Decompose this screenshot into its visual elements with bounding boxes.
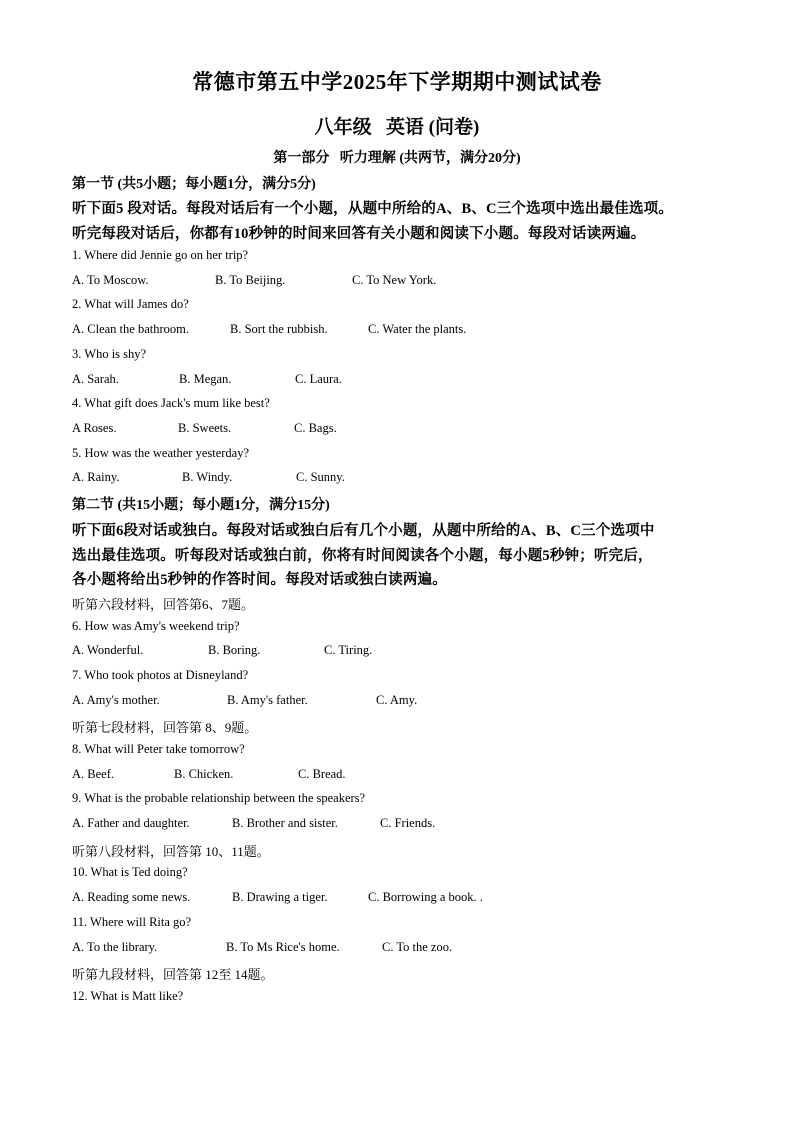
material-7-note: 听第七段材料，回答第 8、9题。 <box>72 720 258 735</box>
material-8-note: 听第八段材料，回答第 10、11题。 <box>72 844 270 859</box>
material-6-note: 听第六段材料，回答第6、7题。 <box>72 597 255 612</box>
option-c: C. Friends. <box>380 816 436 830</box>
option-a: A. Reading some news. <box>72 890 191 904</box>
section2-instruction-line2: 选出最佳选项。听每段对话或独白前，你将有时间阅读各个小题，每小题5秒钟；听完后， <box>72 548 653 564</box>
question-9: 9. What is the probable relationship between the speakers? <box>72 791 366 805</box>
option-c: C. Tiring. <box>324 643 373 657</box>
option-c: C. To New York. <box>352 273 437 287</box>
option-c: C. Bread. <box>298 767 346 781</box>
option-c: C. Borrowing a book. . <box>368 890 483 904</box>
option-b: B. Boring. <box>208 643 261 657</box>
option-c: C. Laura. <box>295 372 342 386</box>
section2-instruction-line3: 各小题将给出5秒钟的作答时间。每段对话或独白读两遍。 <box>72 572 447 588</box>
option-b: B. Chicken. <box>174 767 234 781</box>
material-9-note: 听第九段材料，回答第 12至 14题。 <box>72 967 274 982</box>
section2-heading: 第二节 (共15小题；每小题1分，满分15分) <box>72 498 330 513</box>
option-a: A Roses. <box>72 421 117 435</box>
question-4: 4. What gift does Jack's mum like best? <box>72 396 270 410</box>
exam-title: 常德市第五中学2025年下学期期中测试试卷 <box>192 70 602 94</box>
option-a: A. Beef. <box>72 767 114 781</box>
option-b: B. Drawing a tiger. <box>232 890 328 904</box>
question-6: 6. How was Amy's weekend trip? <box>72 619 240 633</box>
question-8: 8. What will Peter take tomorrow? <box>72 742 245 756</box>
question-7: 7. Who took photos at Disneyland? <box>72 668 249 682</box>
option-b: B. Amy's father. <box>227 693 308 707</box>
question-12: 12. What is Matt like? <box>72 989 184 1003</box>
part-heading: 第一部分 听力理解 (共两节，满分20分) <box>273 151 521 166</box>
option-c: C. To the zoo. <box>382 940 453 954</box>
option-b: B. Brother and sister. <box>232 816 338 830</box>
question-3: 3. Who is shy? <box>72 347 147 361</box>
option-c: C. Bags. <box>294 421 337 435</box>
option-b: B. Megan. <box>179 372 232 386</box>
option-a: A. Clean the bathroom. <box>72 322 189 336</box>
option-b: B. To Beijing. <box>215 273 286 287</box>
exam-subtitle: 八年级 英语 (问卷) <box>314 117 480 138</box>
option-a: A. To Moscow. <box>72 273 149 287</box>
option-c: C. Sunny. <box>296 470 345 484</box>
option-b: B. Windy. <box>182 470 233 484</box>
option-a: A. Wonderful. <box>72 643 144 657</box>
question-5: 5. How was the weather yesterday? <box>72 446 250 460</box>
section1-heading: 第一节 (共5小题；每小题1分，满分5分) <box>72 177 316 192</box>
option-b: B. Sweets. <box>178 421 232 435</box>
option-a: A. Sarah. <box>72 372 119 386</box>
option-c: C. Amy. <box>376 693 418 707</box>
option-a: A. Rainy. <box>72 470 120 484</box>
section1-instruction-line1: 听下面5 段对话。每段对话后有一个小题，从题中所给的A、B、C三个选项中选出最佳选项。 <box>72 201 674 217</box>
section2-instruction-line1: 听下面6段对话或独白。每段对话或独白后有几个小题，从题中所给的A、B、C三个选项中 <box>72 523 655 539</box>
option-c: C. Water the plants. <box>368 322 467 336</box>
section1-instruction-line2: 听完每段对话后，你都有10秒钟的时间来回答有关小题和阅读下小题。每段对话读两遍。 <box>72 226 646 242</box>
question-10: 10. What is Ted doing? <box>72 865 188 879</box>
question-1: 1. Where did Jennie go on her trip? <box>72 248 249 262</box>
option-a: A. To the library. <box>72 940 158 954</box>
question-2: 2. What will James do? <box>72 297 189 311</box>
option-b: B. To Ms Rice's home. <box>226 940 340 954</box>
option-a: A. Amy's mother. <box>72 693 160 707</box>
option-b: B. Sort the rubbish. <box>230 322 328 336</box>
question-11: 11. Where will Rita go? <box>72 915 192 929</box>
option-a: A. Father and daughter. <box>72 816 190 830</box>
